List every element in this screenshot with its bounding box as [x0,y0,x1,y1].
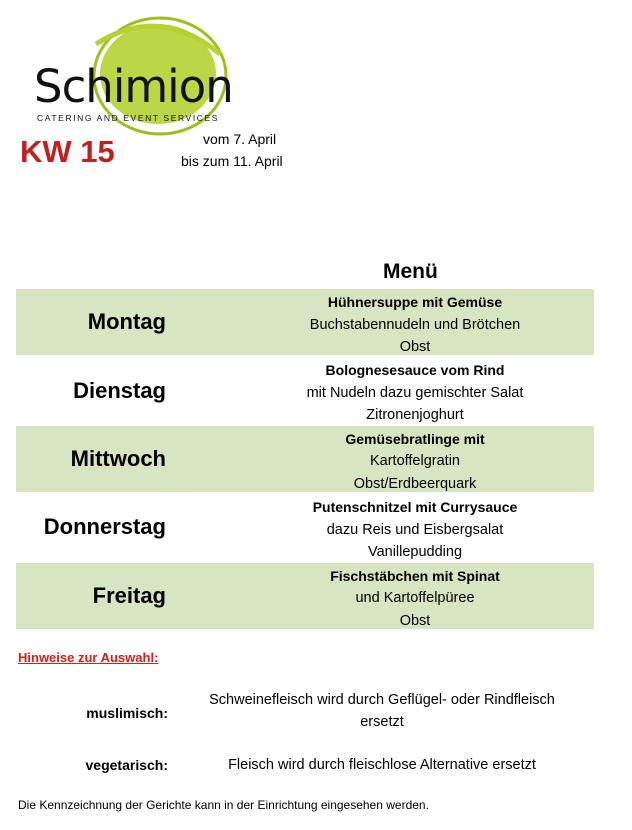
menu-row [16,289,594,357]
menu-title: Menü [383,260,438,283]
dish-side: Kartoffelgratin [369,453,460,470]
week-label: KW 15 [20,134,115,169]
day-label: Mittwoch [70,445,166,471]
menu-row [16,563,594,631]
dish-side: und Kartoffelpüree [355,590,475,607]
dish-side: dazu Reis und Eisbergsalat [326,521,504,538]
dish-side: mit Nudeln dazu gemischter Salat [306,384,524,401]
menu-row [16,494,594,562]
muslim-note-line: ersetzt [360,714,404,730]
dish-cell [216,291,614,359]
dish-dessert: Zitronenjoghurt [366,407,464,424]
dish-main: Putenschnitzel mit Currysauce [312,499,518,516]
vegetarian-label: vegetarisch: [85,757,168,773]
date-from: vom 7. April [203,131,277,147]
dish-cell [216,428,614,496]
muslim-note [186,689,578,733]
menu-row [16,357,594,425]
dish-side: Buchstabennudeln und Brötchen [309,316,521,333]
day-label: Dienstag [73,377,166,403]
menu-row [16,426,594,494]
dish-main: Hühnersuppe mit Gemüse [327,294,503,310]
muslim-label: muslimisch: [86,705,168,721]
day-label: Donnerstag [43,514,166,540]
menu-table [16,289,594,631]
dish-main: Gemüsebratlinge mit [345,430,485,447]
dish-dessert: Obst [399,612,431,629]
dish-dessert: Obst/Erdbeerquark [353,475,477,492]
dish-cell [216,565,614,633]
dish-dessert: Vanillepudding [367,544,463,561]
dish-dessert: Obst [399,339,431,355]
muslim-note-line: Schweinefleisch wird durch Geflügel- oder Rindfleisch [209,692,555,708]
dish-main: Bolognesesauce vom Rind [325,362,505,379]
logo-subtitle: CATERING AND EVENT SERVICES [37,113,220,123]
day-label: Montag [87,309,166,335]
footer-note: Die Kennzeichnung der Gerichte kann in der Einrichtung eingesehen werden. [18,798,429,812]
logo-wordmark: Schimion [34,60,233,113]
day-label: Freitag [92,582,166,608]
hints-title: Hinweise zur Auswahl: [18,650,159,665]
vegetarian-note: Fleisch wird durch fleischlose Alternative ersetzt [228,757,536,773]
dish-cell [216,496,614,564]
company-logo [30,14,250,136]
date-to: bis zum 11. April [181,153,283,169]
dish-cell [216,359,614,427]
dish-main: Fischstäbchen mit Spinat [330,567,500,584]
